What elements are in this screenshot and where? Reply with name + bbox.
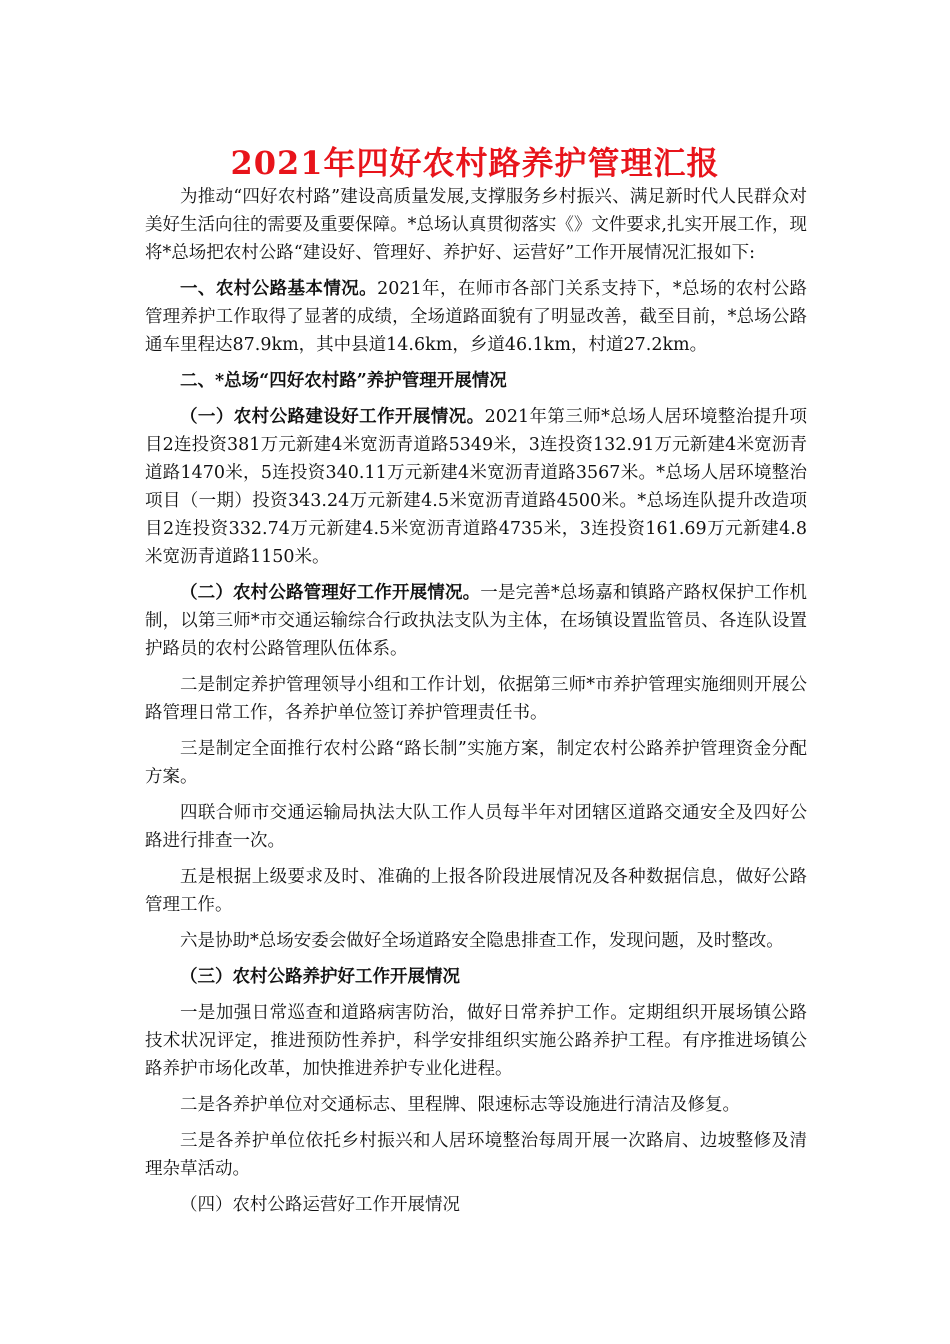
section2-heading: 二、*总场“四好农村路”养护管理开展情况 xyxy=(180,371,507,391)
part2-paragraph xyxy=(145,579,807,663)
part2-text: 一是完善*总场嘉和镇路产路权保护工作机制，以第三师*市交通运输综合行政执法支队为主体，在场镇设置监管员、各连队设置护路员的农村公路管理队伍体系。 xyxy=(145,583,808,659)
part2-item: 五是根据上级要求及时、准确的上报各阶段进展情况及各种数据信息，做好公路管理工作。 xyxy=(145,867,807,915)
document-body xyxy=(145,183,807,1227)
section1-heading: 一、农村公路基本情况。 xyxy=(180,279,378,299)
part2-heading: （二）农村公路管理好工作开展情况。 xyxy=(180,583,481,603)
part3-item: 一是加强日常巡查和道路病害防治，做好日常养护工作。定期组织开展场镇公路技术状况评定，推进预防性养护，科学安排组织实施公路养护工程。有序推进场镇公路养护市场化改革，加快推进养护专业化进程。 xyxy=(145,1003,807,1079)
part4-heading: （四）农村公路运营好工作开展情况 xyxy=(180,1195,460,1215)
part3-item: 二是各养护单位对交通标志、里程牌、限速标志等设施进行清洁及修复。 xyxy=(180,1095,740,1115)
part2-item: 二是制定养护管理领导小组和工作计划，依据第三师*市养护管理实施细则开展公路管理日常工作，各养护单位签订养护管理责任书。 xyxy=(145,675,807,723)
part1-text: 2021年第三师*总场人居环境整治提升项目2连投资381万元新建4米宽沥青道路5349米，3连投资132.91万元新建4米宽沥青道路1470米，5连投资340.11万元新建4米宽沥青道路3567米。*总场人居环境整治项目（一期）投资343.24万元新建4.5米宽沥青道路4500米。*总场连队提升改造项目2连投资332.74万元新建4.5米宽沥青道路4735米，3连投资161.69万元新建4.8米宽沥青道路1150米。 xyxy=(145,407,807,567)
part3-item: 三是各养护单位依托乡村振兴和人居环境整治每周开展一次路肩、边坡整修及清理杂草活动。 xyxy=(145,1131,807,1179)
part1-heading: （一）农村公路建设好工作开展情况。 xyxy=(180,407,485,427)
intro-paragraph: 为推动“四好农村路”建设高质量发展,支撑服务乡村振兴、满足新时代人民群众对美好生活向往的需要及重要保障。*总场认真贯彻落实《》文件要求,扎实开展工作，现将*总场把农村公路“建设好、管理好、养护好、运营好”工作开展情况汇报如下: xyxy=(145,187,807,263)
section1-paragraph xyxy=(145,275,807,359)
part1-paragraph xyxy=(145,403,807,571)
part3-heading: （三）农村公路养护好工作开展情况 xyxy=(180,967,460,987)
section1-text: 2021年，在师市各部门关系支持下，*总场的农村公路管理养护工作取得了显著的成绩，全场道路面貌有了明显改善，截至目前，*总场公路通车里程达87.9km，其中县道14.6km，乡道46.1km，村道27.2km。 xyxy=(145,279,807,355)
part2-item: 六是协助*总场安委会做好全场道路安全隐患排查工作，发现问题，及时整改。 xyxy=(180,931,784,951)
part2-item: 三是制定全面推行农村公路“路长制”实施方案，制定农村公路养护管理资金分配方案。 xyxy=(145,739,807,787)
document-title: 2021年四好农村路养护管理汇报 xyxy=(230,144,720,182)
part2-item: 四联合师市交通运输局执法大队工作人员每半年对团辖区道路交通安全及四好公路进行排查一次。 xyxy=(145,803,807,851)
